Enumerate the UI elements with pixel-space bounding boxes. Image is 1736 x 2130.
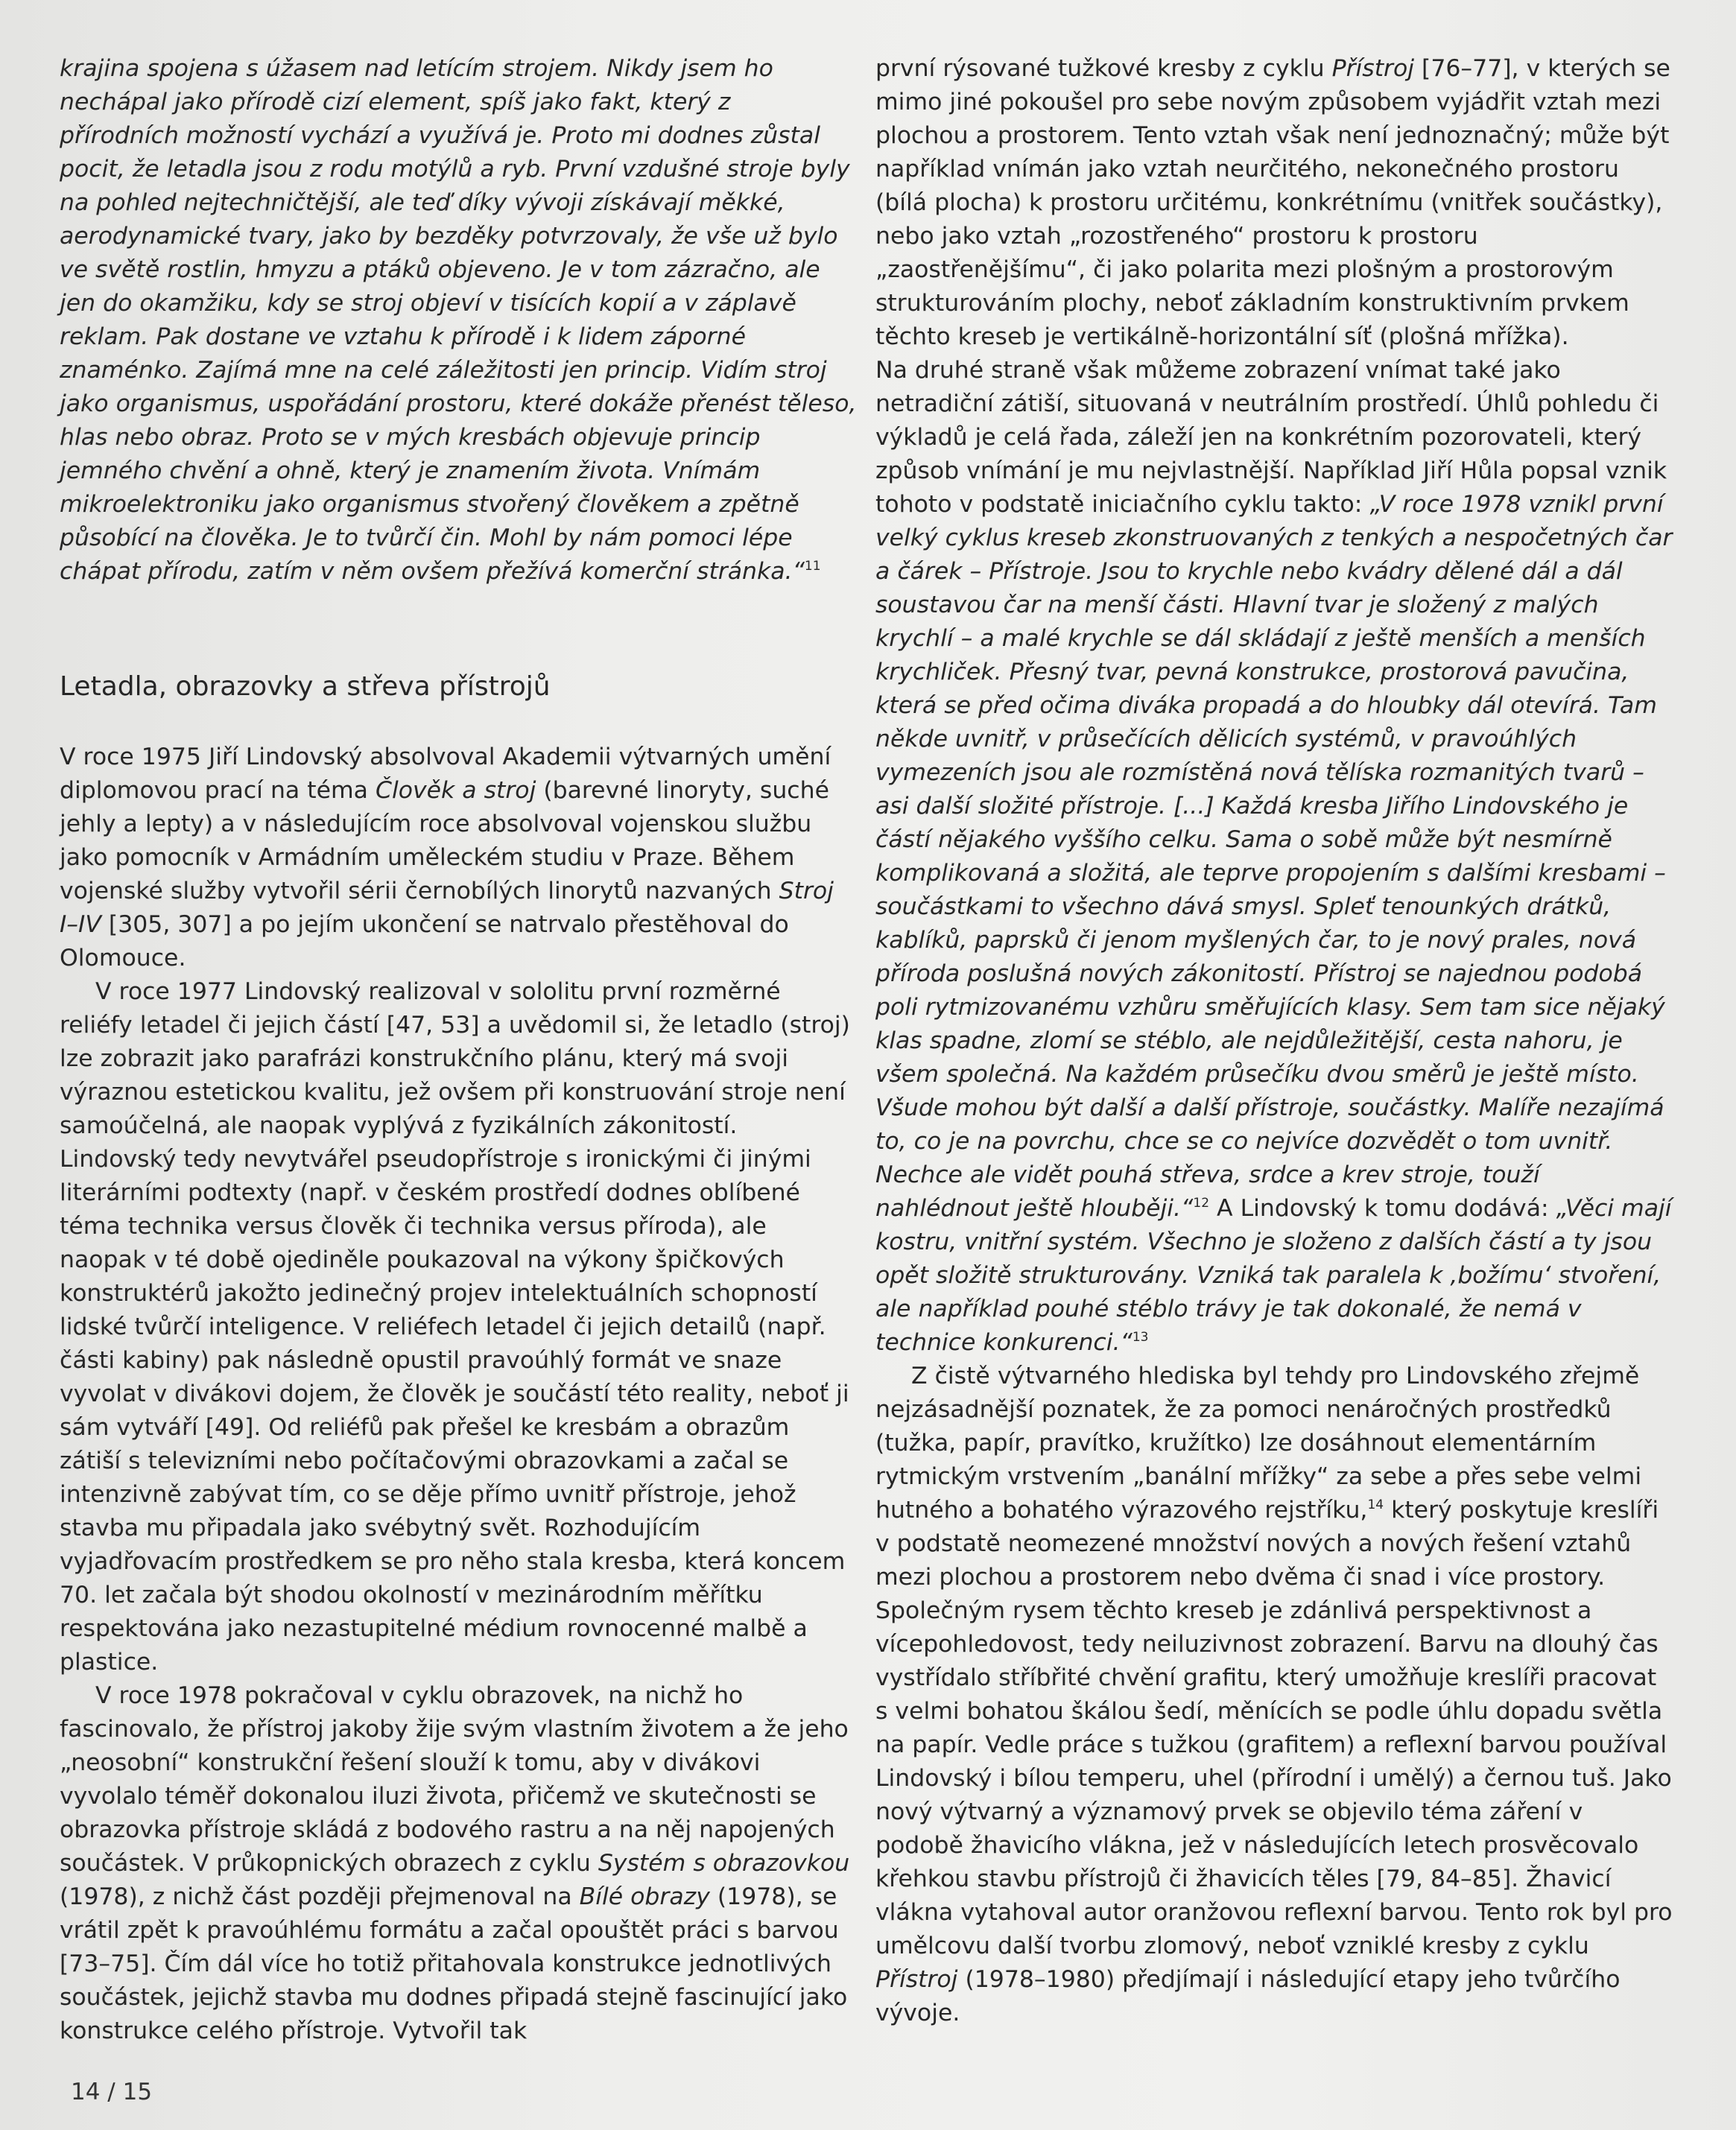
page-number: 14 / 15 <box>71 2079 153 2105</box>
paragraph-2: V roce 1977 Lindovský realizoval v sololitu první rozměrné reliéfy letadel či jejich částí [47, 53] a uvědomil si, že letadlo (stroj) lze zobrazit jako parafrázi konstrukčního plánu, který má svoji výraznou estetickou kvalitu, jež ovšem při konstruování stroje není samoúčelná, ale naopak vyplývá z fyzikálních zákonitostí. Lindovský tedy nevytvářel pseudopřístroje s ironickými či jinými literárními podtexty (např. v českém prostředí dodnes oblíbené téma technika versus člověk či technika versus příroda), ale naopak v té době ojediněle poukazoval na výkony špičkových konstruktérů jakožto jedinečný projev intelektuálních schopností lidské tvůrčí inteligence. V reliéfech letadel či jejich detailů (např. části kabiny) pak následně opustil pravoúhlý formát ve snaze vyvolat v divákovi dojem, že člověk je součástí této reality, neboť ji sám vytváří [49]. Od reliéfů pak přešel ke kresbám a obrazům zátiší s televizními nebo počítačovými obrazovkami a začal se intenzivně zabývat tím, co se děje přímo uvnitř přístroje, jehož stavba mu připadala jako svébytný svět. Rozhodujícím vyjadřovacím prostředkem se pro něho stala kresba, která koncem 70. let začala být shodou okolností v mezinárodním měřítku respektována jako nezastupitelné médium rovnocenné malbě a plastice. <box>60 978 850 1676</box>
text-run: V roce 1975 Jiří Lindovský absolvoval Akademii výtvarných umění diplomovou prací na téma <box>60 744 831 804</box>
paragraph-visual <box>875 1360 1673 2030</box>
footnote-ref: 12 <box>1193 1196 1210 1211</box>
footnote-ref: 14 <box>1367 1497 1384 1512</box>
text-run: A Lindovský k tomu dodává: <box>1209 1195 1556 1222</box>
text-run: Z čistě výtvarného hlediska byl tehdy pro Lindovského zřejmě nejzásadnější poznatek, že za pomoci nenáročných prostředků (tužka, papír, pravítko, kružítko) lze dosáhnout elementárním rytmickým vrstvením „banální mřížky“ za sebe a přes sebe velmi hutného a bohatého výrazového rejstříku, <box>875 1363 1642 1524</box>
text-run: první rýsované tužkové kresby z cyklu <box>875 55 1332 82</box>
section-gap <box>60 589 857 669</box>
work-title: Přístroj <box>1331 55 1415 82</box>
footnote-ref: 11 <box>804 559 821 574</box>
quote-text: krajina spojena s úžasem nad letícím strojem. Nikdy jsem ho nechápal jako přírodě cizí element, spíš jako fakt, který z přírodních možností vychází a využívá je. Proto mi dodnes zůstal pocit, že letadla jsou z rodu motýlů a ryb. První vzdušné stroje byly na pohled nejtechničtější, ale teď díky vývoji získávají měkké, aerodynamické tvary, jako by bezděky potvrzovaly, že vše už bylo ve světě rostlin, hmyzu a ptáků objeveno. Je v tom zázračno, ale jen do okamžiku, kdy se stroj objeví v tisících kopií a v záplavě reklam. Pak dostane ve vztahu k přírodě i k lidem záporné znaménko. Zajímá mne na celé záležitosti jen princip. Vidím stroj jako organismus, uspořádání prostoru, které dokáže přenést těleso, hlas nebo obraz. Proto se v mých kresbách objevuje princip jemného chvění a ohně, který je znamením života. Vnímám mikroelektroniku jako organismus stvořený člověkem a zpětně působící na člověka. Je to tvůrčí čin. Mohl by nám pomoci lépe chápat přírodu, zatím v něm ovšem přežívá komerční stránka.“ <box>60 55 857 585</box>
intro-quote <box>60 52 857 589</box>
quote-text: „V roce 1978 vznikl první velký cyklus kreseb zkonstruovaných z tenkých a nespočetných čar a čárek – Přístroje. Jsou to krychle nebo kvádry dělené dál a dál soustavou čar na menší části. Hlavní tvar je složený z malých krychlí – a malé krychle se dál skládají z ještě menších a menších krychliček. Přesný tvar, pevná konstrukce, prostorová pavučina, která se před očima diváka propadá a do hloubky dál otevírá. Tam někde uvnitř, v průsečících dělicích systémů, v pravoúhlých vymezeních jsou ale rozmístěná nová tělíska rozmanitých tvarů – asi další složité přístroje. [...] Každá kresba Jiřího Lindovského je částí nějakého vyššího celku. Sama o sobě může být nesmírně komplikovaná a složitá, ale teprve propojením s dalšími kresbami – součástkami to všechno dává smysl. Spleť tenounkých drátků, kablíků, paprsků či jenom myšlených čar, to je nový prales, nová příroda poslušná nových zákonitostí. Přístroj se najednou podobá poli rytmizovanému vzhůru směřujících klasy. Sem tam sice nějaký klas spadne, zlomí se stéblo, ale nejdůležitější, cesta nahoru, je všem společná. Na každém průsečíku dvou směrů je ještě místo. Všude mohou být další a další přístroje, součástky. Malíře nezajímá to, co je na povrchu, chce se co nejvíce dozvědět o tom uvnitř. Nechce ale vidět pouhá střeva, srdce a krev stroje, touží nahlédnout ještě hlouběji.“ <box>875 491 1673 1222</box>
text-run: [305, 307] a po jejím ukončení se natrvalo přestěhoval do Olomouce. <box>60 911 789 972</box>
work-title: Bílé obrazy <box>579 1883 710 1910</box>
paragraph-hula-quote <box>875 354 1673 1360</box>
paragraph-1 <box>60 741 857 975</box>
text-run: Na druhé straně však můžeme zobrazení vnímat také jako netradiční zátiší, situovaná v neutrálním prostředí. Úhlů pohledu či výkladů je celá řada, záleží jen na konkrétním pozorovateli, který způsob vnímání je mu nejvlastnější. Například Jiří Hůla popsal vznik tohoto v podstatě iniciačního cyklu takto: <box>875 357 1667 518</box>
left-column <box>60 52 857 2048</box>
text-run: (1978–1980) předjímají i následující etapy jeho tvůrčího vývoje. <box>875 1966 1621 2026</box>
text-run: [76–77], v kterých se mimo jiné pokoušel pro sebe novým způsobem vyjádřit vztah mezi plochou a prostorem. Tento vztah však není jednoznačný; může být například vnímán jako vztah neurčitého, nekonečného prostoru (bílá plocha) k prostoru určitému, konkrétnímu (vnitřek součástky), nebo jako vztah „rozostřeného“ prostoru k prostoru „zaostřenějšímu“, či jako polarita mezi plošným a prostorovým strukturováním plochy, neboť základním konstruktivním prvkem těchto kreseb je vertikálně-horizontální síť (plošná mřížka). <box>875 55 1670 350</box>
work-title: Systém s obrazovkou <box>598 1850 850 1877</box>
footnote-ref: 13 <box>1132 1330 1149 1345</box>
text-run: (1978), z nichž část později přejmenoval na <box>60 1883 580 1910</box>
work-title: Přístroj <box>875 1966 958 1993</box>
text-run: V roce 1978 pokračoval v cyklu obrazovek, na nichž ho fascinovalo, že přístroj jakoby žije svým vlastním životem a že jeho „neosobní“ konstrukční řešení slouží k tomu, aby v divákovi vyvolalo téměř dokonalou iluzi života, přičemž ve skutečnosti se obrazovka přístroje skládá z bodového rastru a na něj napojených součástek. V průkopnických obrazech z cyklu <box>60 1682 849 1877</box>
paragraph-continued <box>875 52 1673 354</box>
work-title: Člověk a stroj <box>375 777 536 804</box>
right-column <box>875 52 1673 2030</box>
work-title: Stroj I–IV <box>60 878 834 938</box>
text-run: (barevné linoryty, suché jehly a lepty) a v následujícím roce absolvoval vojenskou službu jako pomocník v Armádním uměleckém studiu v Praze. Během vojenské služby vytvořil sérii černobílých linorytů nazvaných <box>60 777 829 904</box>
section-heading: Letadla, obrazovky a střeva přístrojů <box>60 671 551 702</box>
text-run: který poskytuje kreslíři v podstatě neomezené množství nových a nových řešení vztahů mezi plochou a prostorem nebo dvěma či snad i více prostory. Společným rysem těchto kreseb je zdánlivá perspektivnost a vícepohledovost, tedy neiluzivnost zobrazení. Barvu na dlouhý čas vystřídalo stříbřité chvění grafitu, který umožňuje kreslíři pracovat s velmi bohatou škálou šedí, měnících se podle úhlu dopadu světla na papír. Vedle práce s tužkou (grafitem) a reflexní barvou používal Lindovský i bílou temperu, uhel (přírodní i umělý) a černou tuš. Jako nový výtvarný a významový prvek se objevilo téma záření v podobě žhavicího vlákna, jež v následujících letech prosvěcovalo křehkou stavbu přístrojů či žhavicích těles [79, 84–85]. Žhavicí vlákna vytahoval autor oranžovou reflexní barvou. Tento rok byl pro umělcovu další tvorbu zlomový, neboť vzniklé kresby z cyklu <box>875 1497 1673 1959</box>
paragraph-3 <box>60 1679 857 2048</box>
quote-text: „Věci mají kostru, vnitřní systém. Všechno je složeno z dalších částí a ty jsou opět složitě strukturovány. Vzniká tak paralela k ‚božímu‘ stvoření, ale například pouhé stéblo trávy je tak dokonalé, že nemá v technice konkurenci.“ <box>875 1195 1672 1356</box>
text-run: (1978), se vrátil zpět k pravoúhlému formátu a začal opouštět práci s barvou [73–75]. Čím dál více ho totiž přitahovala konstrukce jednotlivých součástek, jejichž stavba mu dodnes připadá stejně fascinující jako konstrukce celého přístroje. Vytvořil tak <box>60 1883 848 2044</box>
